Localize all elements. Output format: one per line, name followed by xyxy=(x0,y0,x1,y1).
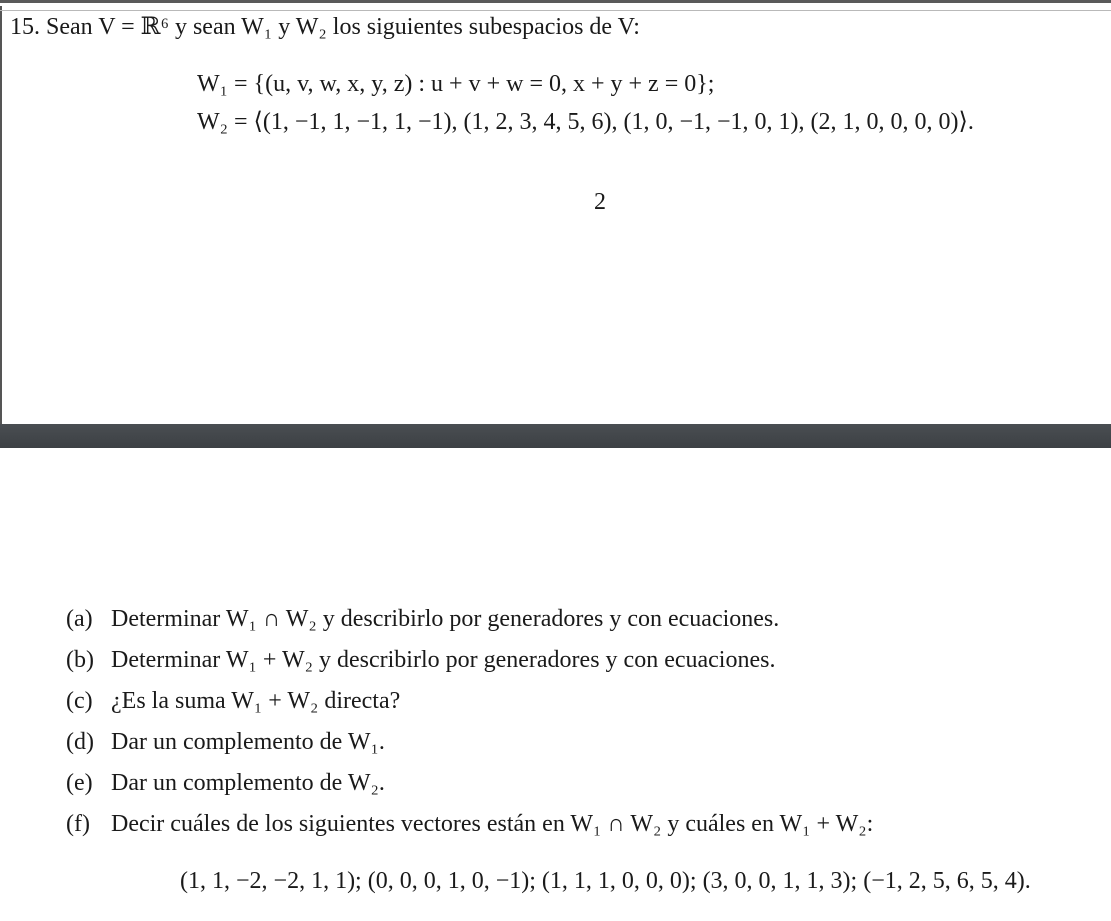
item-text: ¿Es la suma W₁ + W₂ directa? xyxy=(111,688,401,714)
page-border xyxy=(0,6,2,427)
w2-definition: W₂ = ⟨(1, −1, 1, −1, 1, −1), (1, 2, 3, 4, 5, 6), (1, 0, −1, −1, 0, 1), (2, 1, 0, 0, 0, 0)⟩. xyxy=(197,109,974,135)
page-number: 2 xyxy=(594,189,606,215)
page-separator xyxy=(0,424,1111,448)
item-text: Determinar W₁ ∩ W₂ y describirlo por generadores y con ecuaciones. xyxy=(111,606,780,632)
exercise-item-a xyxy=(66,604,779,634)
w1-definition: W₁ = {(u, v, w, x, y, z) : u + v + w = 0, x + y + z = 0}; xyxy=(197,71,715,97)
document-page-lower xyxy=(0,448,1111,921)
item-label: (b) xyxy=(66,647,94,673)
exercise-item-c xyxy=(66,686,400,716)
document-page-upper xyxy=(0,0,1111,427)
item-text: Decir cuáles de los siguientes vectores están en W₁ ∩ W₂ y cuáles en W₁ + W₂: xyxy=(111,811,874,837)
exercise-item-f xyxy=(66,809,873,839)
item-label: (c) xyxy=(66,688,93,714)
exercise-item-e xyxy=(66,768,385,798)
item-text: Dar un complemento de W₂. xyxy=(111,770,385,796)
item-label: (d) xyxy=(66,729,94,755)
problem-statement: 15. Sean V = ℝ⁶ y sean W₁ y W₂ los siguientes subespacios de V: xyxy=(10,14,640,40)
item-text: Determinar W₁ + W₂ y describirlo por generadores y con ecuaciones. xyxy=(111,647,776,673)
item-text: Dar un complemento de W₁. xyxy=(111,729,385,755)
exercise-item-d xyxy=(66,727,385,757)
vectors-list: (1, 1, −2, −2, 1, 1); (0, 0, 0, 1, 0, −1); (1, 1, 1, 0, 0, 0); (3, 0, 0, 1, 1, 3); (−1, 2, 5, 6, 5, 4). xyxy=(180,868,1031,894)
item-label: (a) xyxy=(66,606,93,632)
exercise-item-b xyxy=(66,645,775,675)
item-label: (f) xyxy=(66,811,90,837)
item-label: (e) xyxy=(66,770,93,796)
